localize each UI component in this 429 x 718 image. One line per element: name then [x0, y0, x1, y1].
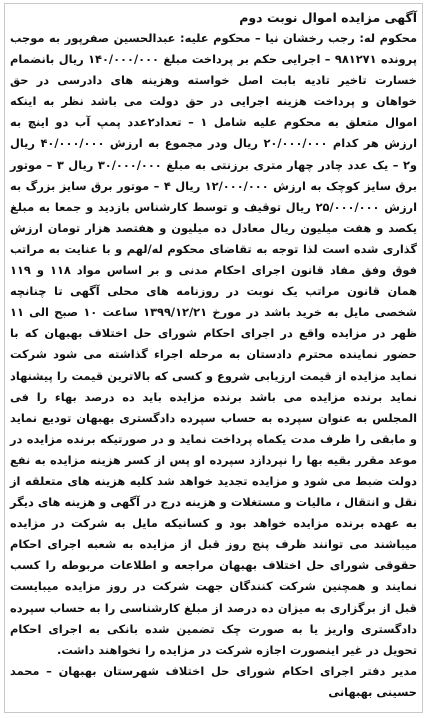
- notice-title: آگهی مزایده اموال نوبت دوم: [239, 10, 417, 25]
- auction-notice: [4, 3, 423, 713]
- notice-body: محکوم له: رجب رخشان نیا – محکوم علیه: عبدالحسین صفرپور به موجب پرونده ۹۸۱۲۷۱ – اجرایی حکم بر پرداخت مبلغ ۱۴۰/۰۰۰/۰۰۰ ریال بانضمام خسارت تاخیر تادیه بابت اصل خواسته وهزینه های دادرسی در حق خواهان و پرداخت هزینه اجرایی در حق دولت می باشد نظر به اینکه اموال متعلق به محکوم علیه شامل ۱ – تعداد۲عدد پمپ آب دو اینچ به ارزش هر کدام ۲۰/۰۰۰/۰۰۰ ریال ودر مجموع به ارزش ۴۰/۰۰۰/۰۰۰ ریال و۲ – یک عدد چادر چهار متری برزنتی به مبلغ ۳۰/۰۰۰/۰۰۰ ریال ۳ – موتور برق سایز کوچک به ارزش ۱۲/۰۰۰/۰۰۰ ریال ۴ – موتور برق سایز بزرگ به ارزش ۲۵/۰۰۰/۰۰۰ ریال توقیف و توسط کارشناس بازدید و جمعا به مبلغ یکصد و هفت میلیون ریال معادل ده میلیون و هفتصد هزار تومان ارزش گذاری شده است لذا توجه به تقاضای محکوم له/لهم و با عنایت به مراتب فوق وفق مفاد قانون اجرای احکام مدنی و بر اساس مواد ۱۱۸ و ۱۱۹ همان قانون مراتب یک نوبت در روزنامه های محلی آگهی تا چنانچه شخصی مایل به خرید باشد در مورخ ۱۳۹۹/۱۲/۲۱ ساعت ۱۰ صبح الی ۱۱ ظهر در مزایده واقع در اجرای احکام شورای حل اختلاف بهبهان که با حضور نماینده محترم دادستان به مرحله اجراء گذاشته می شود شرکت نماید مزایده از قیمت ارزیابی شروع و کسی که بالاترین قیمت را پیشنهاد نماید برنده مزایده می باشد برنده مزایده باید ده درصد بهاء را فی المجلس به عنوان سپرده به حساب سپرده دادگستری بهبهان تودیع نماید و مابقی را ظرف مدت یکماه پرداخت نماید و در صورتیکه برنده مزایده در موعد مقرر بقیه بها را نپردازد سپرده او پس از کسر هزینه مزایده به نفع دولت ضبط می شود و مزایده تجدید خواهد شد کلیه هزینه های متعلقه از نقل و انتقال ، مالیات و مستغلات و هزینه درج در آگهی و هزینه های دیگر به عهده برنده مزایده خواهد بود و کسانیکه مایل به شرکت در مزایده میباشند می توانند ظرف پنج روز قبل از مزایده به شعبه اجرای احکام حقوقی شورای حل اختلاف بهبهان مراجعه و اطلاعات مربوطه را کسب نمایند و همچنین شرکت کنندگان جهت شرکت در روز مزایده میبایست قبل از برگزاری به میزان ده درصد از مبلغ کارشناسی را به حساب سپرده دادگستری واریز یا به صورت چک تضمین شده بانکی به اجرای احکام تحویل در غیر اینصورت اجازه شرکت در مزایده را نخواهند داشت.: [10, 31, 418, 657]
- notice-signature: مدیر دفتر اجرای احکام شورای حل اختلاف شهرستان بهبهان – محمد حسینی بهبهانی: [10, 663, 417, 699]
